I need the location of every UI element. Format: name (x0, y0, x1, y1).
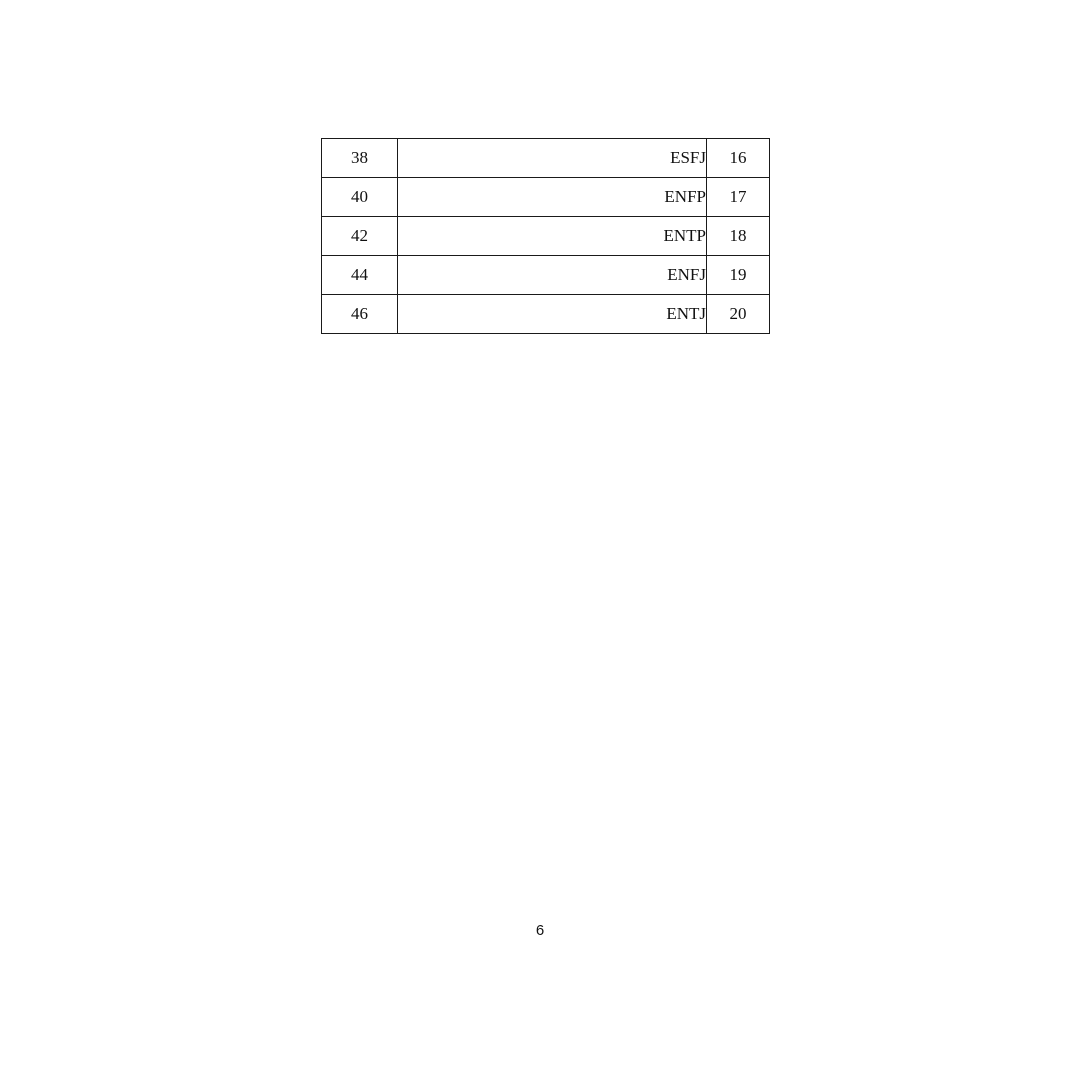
table-cell-type-label: ENFJ (398, 256, 707, 295)
table-row (322, 256, 770, 295)
table-cell-type-label: ENTP (398, 217, 707, 256)
table-cell-left-number: 44 (322, 256, 398, 295)
table-row (322, 217, 770, 256)
table-cell-left-number: 38 (322, 139, 398, 178)
table-cell-right-number: 17 (707, 178, 770, 217)
table-cell-right-number: 16 (707, 139, 770, 178)
table-cell-type-label: ENTJ (398, 295, 707, 334)
table-cell-left-number: 40 (322, 178, 398, 217)
table-cell-right-number: 18 (707, 217, 770, 256)
table-cell-right-number: 19 (707, 256, 770, 295)
personality-type-table (321, 138, 770, 334)
table-cell-right-number: 20 (707, 295, 770, 334)
table-row (322, 295, 770, 334)
page-number: 6 (535, 922, 545, 939)
table-cell-type-label: ESFJ (398, 139, 707, 178)
table-cell-type-label: ENFP (398, 178, 707, 217)
table-cell-left-number: 42 (322, 217, 398, 256)
table-cell-left-number: 46 (322, 295, 398, 334)
table-row (322, 139, 770, 178)
table-row (322, 178, 770, 217)
